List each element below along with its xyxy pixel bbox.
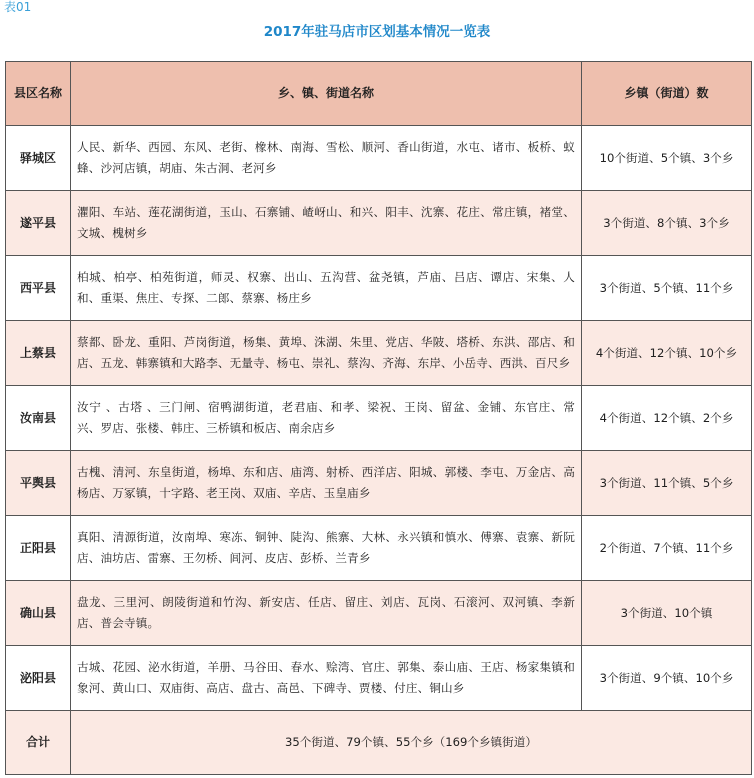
table-row xyxy=(6,386,752,451)
table-row xyxy=(6,581,752,646)
count-cell: 2个街道、7个镇、11个乡 xyxy=(582,516,752,581)
count-cell: 4个街道、12个镇、2个乡 xyxy=(582,386,752,451)
count-cell: 3个街道、8个镇、3个乡 xyxy=(582,191,752,256)
table-row xyxy=(6,646,752,711)
names-cell: 盘龙、三里河、朗陵街道和竹沟、新安店、任店、留庄、刘店、瓦岗、石滚河、双河镇、李新店、普会寺镇。 xyxy=(71,581,582,646)
district-table xyxy=(5,61,752,775)
county-cell: 遂平县 xyxy=(6,191,71,256)
names-cell: 人民、新华、西园、东风、老街、橡林、南海、雪松、顺河、香山街道，水屯、诸市、板桥、蚁蜂、沙河店镇，胡庙、朱古洞、老河乡 xyxy=(71,126,582,191)
county-cell: 西平县 xyxy=(6,256,71,321)
total-row xyxy=(6,711,752,775)
table-row xyxy=(6,516,752,581)
county-cell: 正阳县 xyxy=(6,516,71,581)
table-row xyxy=(6,321,752,386)
county-cell: 驿城区 xyxy=(6,126,71,191)
names-cell: 真阳、清源街道，汝南埠、寒冻、铜钟、陡沟、熊寨、大林、永兴镇和慎水、傅寨、袁寨、新阮店、油坊店、雷寨、王勿桥、闾河、皮店、彭桥、兰青乡 xyxy=(71,516,582,581)
count-cell: 10个街道、5个镇、3个乡 xyxy=(582,126,752,191)
header-county: 县区名称 xyxy=(6,62,71,126)
table-number-label: 表01 xyxy=(4,0,32,14)
names-cell: 灈阳、车站、莲花湖街道，玉山、石寨铺、嵖岈山、和兴、阳丰、沈寨、花庄、常庄镇，褚堂、文城、槐树乡 xyxy=(71,191,582,256)
county-cell: 泌阳县 xyxy=(6,646,71,711)
table-row xyxy=(6,451,752,516)
header-names: 乡、镇、街道名称 xyxy=(71,62,582,126)
county-cell: 平舆县 xyxy=(6,451,71,516)
names-cell: 蔡都、卧龙、重阳、芦岗街道，杨集、黄埠、洙湖、朱里、党店、华陂、塔桥、东洪、邵店、和店、五龙、韩寨镇和大路李、无量寺、杨屯、崇礼、蔡沟、齐海、东岸、小岳寺、西洪、百尺乡 xyxy=(71,321,582,386)
count-cell: 4个街道、12个镇、10个乡 xyxy=(582,321,752,386)
table-row xyxy=(6,191,752,256)
page-title: 2017年驻马店市区划基本情况一览表 xyxy=(263,24,491,40)
county-cell: 上蔡县 xyxy=(6,321,71,386)
count-cell: 3个街道、5个镇、11个乡 xyxy=(582,256,752,321)
count-cell: 3个街道、11个镇、5个乡 xyxy=(582,451,752,516)
county-cell: 确山县 xyxy=(6,581,71,646)
names-cell: 柏城、柏亭、柏苑街道，师灵、权寨、出山、五沟营、盆尧镇，芦庙、吕店、谭店、宋集、人和、重渠、焦庄、专探、二郎、蔡寨、杨庄乡 xyxy=(71,256,582,321)
table-header-row xyxy=(6,62,752,126)
total-label: 合计 xyxy=(6,711,71,775)
county-cell: 汝南县 xyxy=(6,386,71,451)
header-count: 乡镇（街道）数 xyxy=(582,62,752,126)
names-cell: 古城、花园、泌水街道，羊册、马谷田、春水、赊湾、官庄、郭集、泰山庙、王店、杨家集镇和象河、黄山口、双庙街、高店、盘古、高邑、下碑寺、贾楼、付庄、铜山乡 xyxy=(71,646,582,711)
names-cell: 古槐、清河、东皇街道，杨埠、东和店、庙湾、射桥、西洋店、阳城、郭楼、李屯、万金店、高杨店、万冢镇，十字路、老王岗、双庙、辛店、玉皇庙乡 xyxy=(71,451,582,516)
table-row xyxy=(6,126,752,191)
names-cell: 汝宁 、古塔 、三门闸、宿鸭湖街道，老君庙、和孝、梁祝、王岗、留盆、金铺、东官庄、常兴、罗店、张楼、韩庄、三桥镇和板店、南余店乡 xyxy=(71,386,582,451)
table-row xyxy=(6,256,752,321)
count-cell: 3个街道、9个镇、10个乡 xyxy=(582,646,752,711)
total-value: 35个街道、79个镇、55个乡（169个乡镇街道） xyxy=(71,711,752,775)
count-cell: 3个街道、10个镇 xyxy=(582,581,752,646)
